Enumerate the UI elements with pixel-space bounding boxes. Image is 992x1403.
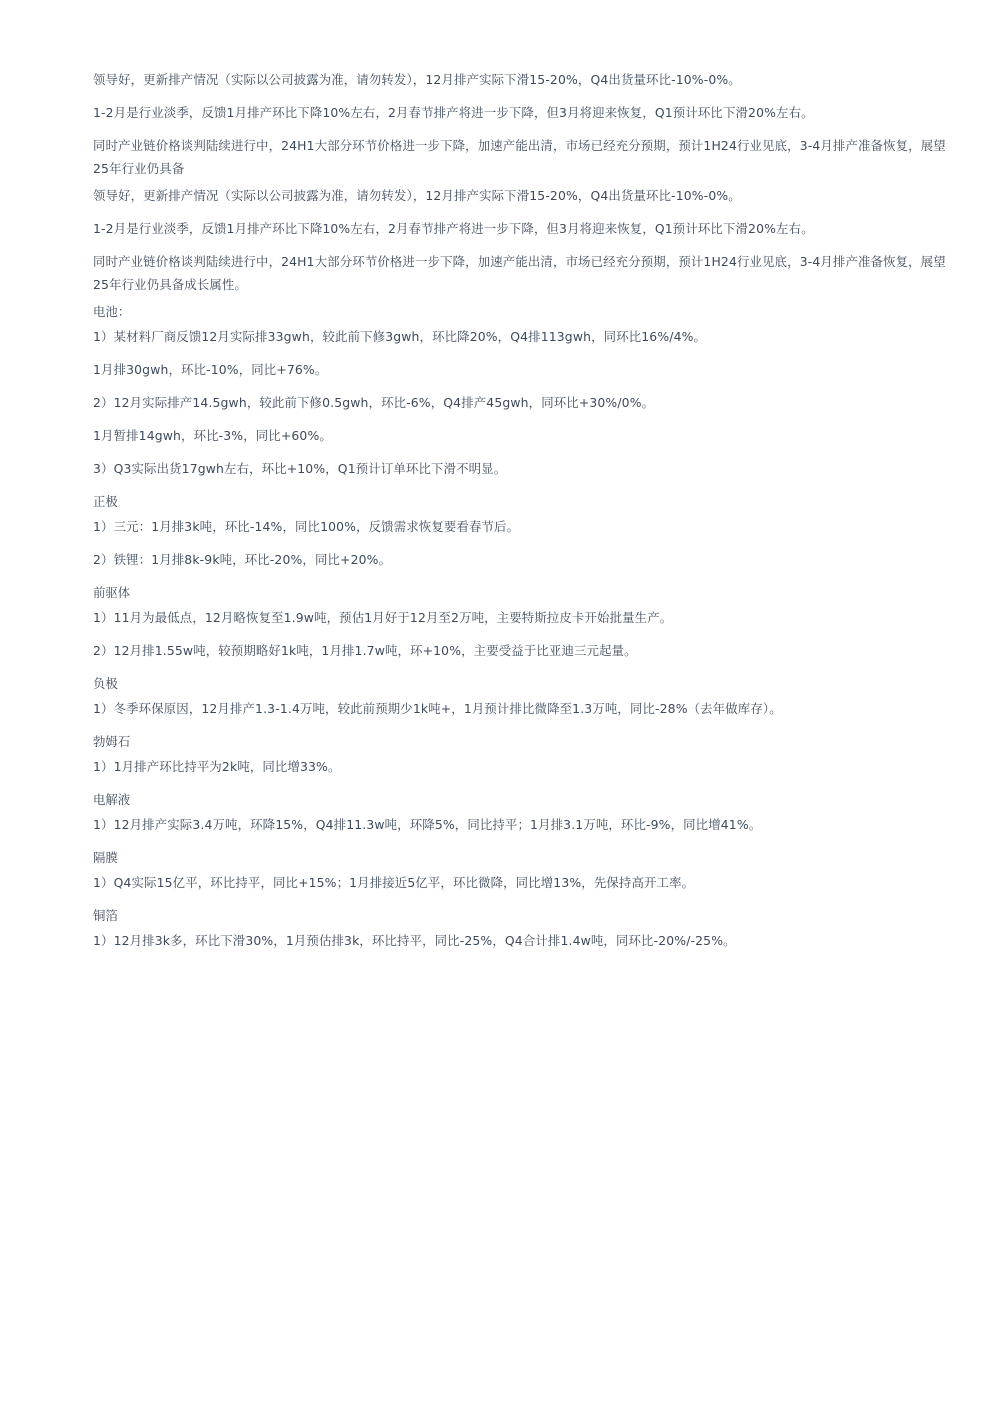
section-heading: 正极 [93, 494, 118, 509]
section-electrolyte [93, 788, 949, 836]
section-separator [93, 846, 949, 894]
section-heading: 电池： [93, 304, 131, 319]
section-battery [93, 300, 949, 480]
section-item: 2）铁锂：1月排8k-9k吨，环比-20%，同比+20%。 [93, 552, 392, 567]
section-heading: 前驱体 [93, 585, 131, 600]
section-heading: 负极 [93, 676, 118, 691]
section-item: 2）12月实际排产14.5gwh，较此前下修0.5gwh，环比-6%，Q4排产45gwh，同环比+30%/0%。 [93, 395, 655, 410]
section-item: 1月排30gwh，环比-10%，同比+76%。 [93, 362, 328, 377]
section-item: 2）12月排1.55w吨，较预期略好1k吨，1月排1.7w吨，环+10%，主要受益于比亚迪三元起量。 [93, 643, 637, 658]
section-heading: 勃姆石 [93, 734, 131, 749]
section-boehmite [93, 730, 949, 778]
section-item: 1）12月排3k多，环比下滑30%，1月预估排3k，环比持平，同比-25%，Q4合计排1.4w吨，同环比-20%/-25%。 [93, 933, 736, 948]
section-item: 1）冬季环保原因，12月排产1.3-1.4万吨，较此前预期少1k吨+，1月预计排比微降至1.3万吨，同比-28%（去年做库存）。 [93, 701, 782, 716]
section-item: 1）12月排产实际3.4万吨，环降15%，Q4排11.3w吨，环降5%，同比持平；1月排3.1万吨，环比-9%，同比增41%。 [93, 817, 762, 832]
intro-paragraph: 1-2月是行业淡季，反馈1月排产环比下降10%左右，2月春节排产将进一步下降，但3月将迎来恢复，Q1预计环比下滑20%左右。 [93, 221, 814, 236]
section-item: 3）Q3实际出货17gwh左右，环比+10%，Q1预计订单环比下滑不明显。 [93, 461, 507, 476]
section-item: 1）1月排产环比持平为2k吨，同比增33%。 [93, 759, 341, 774]
section-heading: 隔膜 [93, 850, 118, 865]
section-cathode [93, 490, 949, 571]
section-heading: 电解液 [93, 792, 131, 807]
intro-paragraph: 领导好，更新排产情况（实际以公司披露为准，请勿转发），12月排产实际下滑15-20%，Q4出货量环比-10%-0%。 [93, 188, 741, 203]
section-copper-foil [93, 904, 949, 952]
section-item: 1）三元：1月排3k吨，环比-14%，同比100%，反馈需求恢复要看春节后。 [93, 519, 520, 534]
intro-paragraph: 同时产业链价格谈判陆续进行中，24H1大部分环节价格进一步下降，加速产能出清，市场已经充分预期，预计1H24行业见底，3-4月排产准备恢复，展望25年行业仍具备 [93, 138, 946, 176]
intro-paragraph: 1-2月是行业淡季，反馈1月排产环比下降10%左右，2月春节排产将进一步下降，但3月将迎来恢复，Q1预计环比下滑20%左右。 [93, 105, 814, 120]
section-heading: 铜箔 [93, 908, 118, 923]
section-precursor [93, 581, 949, 662]
section-item: 1月暂排14gwh，环比-3%，同比+60%。 [93, 428, 332, 443]
intro-paragraph: 领导好，更新排产情况（实际以公司披露为准，请勿转发），12月排产实际下滑15-20%，Q4出货量环比-10%-0%。 [93, 72, 741, 87]
section-item: 1）Q4实际15亿平，环比持平，同比+15%；1月排接近5亿平，环比微降，同比增13%，先保持高开工率。 [93, 875, 695, 890]
section-item: 1）某材料厂商反馈12月实际排33gwh，较此前下修3gwh，环比降20%，Q4排113gwh，同环比16%/4%。 [93, 329, 707, 344]
intro-paragraph: 同时产业链价格谈判陆续进行中，24H1大部分环节价格进一步下降，加速产能出清，市场已经充分预期，预计1H24行业见底，3-4月排产准备恢复，展望25年行业仍具备成长属性。 [93, 254, 946, 292]
section-item: 1）11月为最低点，12月略恢复至1.9w吨，预估1月好于12月至2万吨，主要特斯拉皮卡开始批量生产。 [93, 610, 673, 625]
section-anode [93, 672, 949, 720]
document-body [93, 68, 949, 962]
